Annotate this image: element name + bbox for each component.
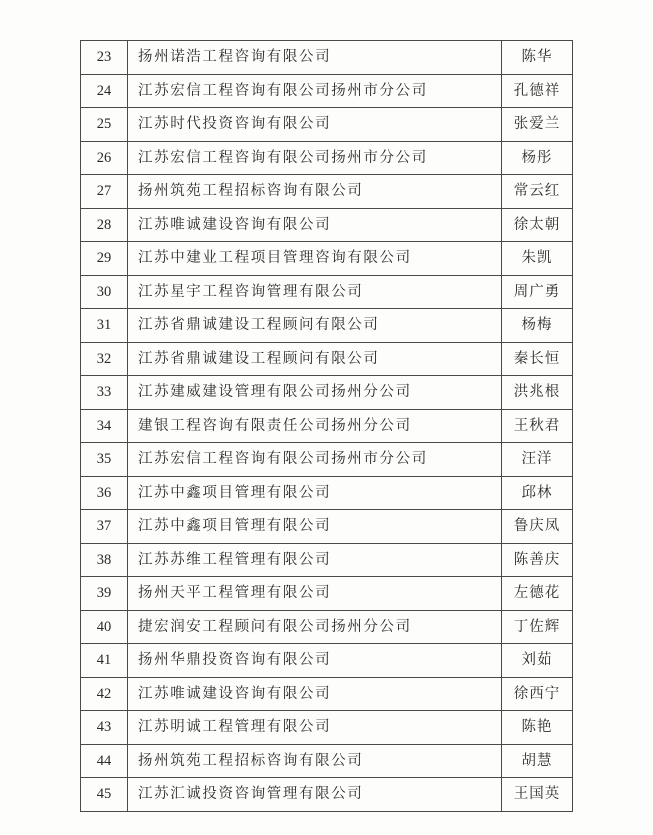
- row-number: 29: [81, 242, 128, 276]
- company-name: 江苏中鑫项目管理有限公司: [128, 510, 502, 544]
- company-name: 江苏宏信工程咨询有限公司扬州市分公司: [128, 74, 502, 108]
- row-number: 39: [81, 577, 128, 611]
- person-name: 秦长恒: [502, 342, 573, 376]
- company-name: 江苏唯诚建设咨询有限公司: [128, 208, 502, 242]
- person-name: 陈华: [502, 41, 573, 75]
- table-row: [81, 644, 573, 678]
- row-number: 24: [81, 74, 128, 108]
- company-name: 江苏省鼎诚建设工程顾问有限公司: [128, 342, 502, 376]
- company-name: 江苏苏维工程管理有限公司: [128, 543, 502, 577]
- table-row: [81, 74, 573, 108]
- table-row: [81, 677, 573, 711]
- table-row: [81, 543, 573, 577]
- person-name: 汪洋: [502, 443, 573, 477]
- table-row: [81, 610, 573, 644]
- company-name: 扬州华鼎投资咨询有限公司: [128, 644, 502, 678]
- person-name: 孔德祥: [502, 74, 573, 108]
- person-name: 杨梅: [502, 309, 573, 343]
- person-name: 陈艳: [502, 711, 573, 745]
- row-number: 44: [81, 744, 128, 778]
- row-number: 28: [81, 208, 128, 242]
- person-name: 王秋君: [502, 409, 573, 443]
- table-row: [81, 510, 573, 544]
- row-number: 41: [81, 644, 128, 678]
- row-number: 38: [81, 543, 128, 577]
- company-name: 江苏星宇工程咨询管理有限公司: [128, 275, 502, 309]
- company-name: 江苏中建业工程项目管理咨询有限公司: [128, 242, 502, 276]
- company-name: 捷宏润安工程顾问有限公司扬州分公司: [128, 610, 502, 644]
- row-number: 25: [81, 108, 128, 142]
- row-number: 34: [81, 409, 128, 443]
- table-row: [81, 275, 573, 309]
- row-number: 43: [81, 711, 128, 745]
- table-row: [81, 242, 573, 276]
- table-row: [81, 309, 573, 343]
- person-name: 陈善庆: [502, 543, 573, 577]
- person-name: 王国英: [502, 778, 573, 812]
- company-name: 江苏明诚工程管理有限公司: [128, 711, 502, 745]
- person-name: 徐太朝: [502, 208, 573, 242]
- table-row: [81, 443, 573, 477]
- table-row: [81, 711, 573, 745]
- company-name: 扬州筑苑工程招标咨询有限公司: [128, 744, 502, 778]
- person-name: 常云红: [502, 175, 573, 209]
- company-name: 江苏省鼎诚建设工程顾问有限公司: [128, 309, 502, 343]
- row-number: 31: [81, 309, 128, 343]
- person-name: 刘茹: [502, 644, 573, 678]
- person-name: 胡慧: [502, 744, 573, 778]
- person-name: 徐西宁: [502, 677, 573, 711]
- company-name: 江苏宏信工程咨询有限公司扬州市分公司: [128, 141, 502, 175]
- company-name: 建银工程咨询有限责任公司扬州分公司: [128, 409, 502, 443]
- company-name: 江苏唯诚建设咨询有限公司: [128, 677, 502, 711]
- table-row: [81, 744, 573, 778]
- table-row: [81, 577, 573, 611]
- company-name: 江苏时代投资咨询有限公司: [128, 108, 502, 142]
- person-name: 丁佐辉: [502, 610, 573, 644]
- row-number: 26: [81, 141, 128, 175]
- table-row: [81, 175, 573, 209]
- company-name: 扬州诺浩工程咨询有限公司: [128, 41, 502, 75]
- roster-table: [80, 40, 573, 812]
- row-number: 42: [81, 677, 128, 711]
- person-name: 洪兆根: [502, 376, 573, 410]
- table-row: [81, 141, 573, 175]
- table-row: [81, 342, 573, 376]
- company-name: 江苏中鑫项目管理有限公司: [128, 476, 502, 510]
- row-number: 32: [81, 342, 128, 376]
- row-number: 36: [81, 476, 128, 510]
- person-name: 杨彤: [502, 141, 573, 175]
- table-row: [81, 41, 573, 75]
- table-row: [81, 208, 573, 242]
- table-row: [81, 376, 573, 410]
- row-number: 33: [81, 376, 128, 410]
- row-number: 35: [81, 443, 128, 477]
- person-name: 张爱兰: [502, 108, 573, 142]
- company-name: 扬州筑苑工程招标咨询有限公司: [128, 175, 502, 209]
- person-name: 朱凯: [502, 242, 573, 276]
- company-name: 江苏宏信工程咨询有限公司扬州市分公司: [128, 443, 502, 477]
- person-name: 周广勇: [502, 275, 573, 309]
- table-row: [81, 409, 573, 443]
- row-number: 45: [81, 778, 128, 812]
- person-name: 左德花: [502, 577, 573, 611]
- row-number: 37: [81, 510, 128, 544]
- company-name: 扬州天平工程管理有限公司: [128, 577, 502, 611]
- row-number: 27: [81, 175, 128, 209]
- table-row: [81, 108, 573, 142]
- table-row: [81, 476, 573, 510]
- company-name: 江苏汇诚投资咨询管理有限公司: [128, 778, 502, 812]
- company-name: 江苏建威建设管理有限公司扬州分公司: [128, 376, 502, 410]
- table-row: [81, 778, 573, 812]
- row-number: 40: [81, 610, 128, 644]
- person-name: 鲁庆凤: [502, 510, 573, 544]
- row-number: 30: [81, 275, 128, 309]
- person-name: 邱林: [502, 476, 573, 510]
- row-number: 23: [81, 41, 128, 75]
